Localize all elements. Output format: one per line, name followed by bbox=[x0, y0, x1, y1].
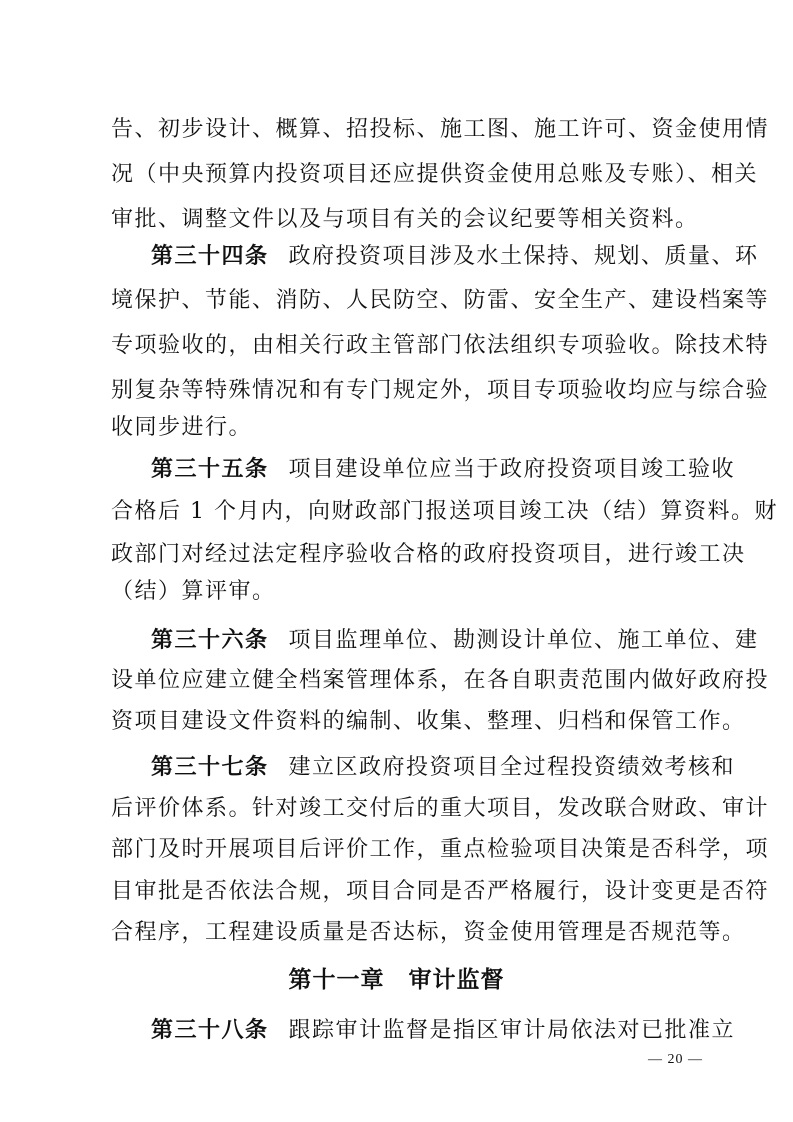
article-text: 建立区政府投资项目全过程投资绩效考核和 bbox=[288, 755, 736, 780]
paragraph-line: 后评价体系。针对竣工交付后的重大项目，发改联合财政、审计 bbox=[111, 796, 770, 821]
article-text: 项目监理单位、勘测设计单位、施工单位、建 bbox=[288, 628, 759, 653]
paragraph-line: 合格后 1 个月内，向财政部门报送项目竣工决（结）算资料。财 bbox=[111, 499, 778, 524]
article-text: 政府投资项目涉及水土保持、规划、质量、环 bbox=[288, 244, 759, 269]
paragraph-line: 目审批是否依法合规，项目合同是否严格履行，设计变更是否符 bbox=[111, 879, 770, 904]
paragraph-line: 合程序，工程建设质量是否达标，资金使用管理是否规范等。 bbox=[111, 920, 746, 945]
paragraph-line: 专项验收的，由相关行政主管部门依法组织专项验收。除技术特 bbox=[111, 333, 770, 358]
article-number: 第三十四条 bbox=[151, 243, 269, 269]
chapter-number: 第十一章 bbox=[288, 967, 385, 993]
paragraph-line: （结）算评审。 bbox=[111, 579, 276, 604]
article-number: 第三十六条 bbox=[151, 627, 269, 653]
article-number: 第三十七条 bbox=[151, 754, 269, 780]
paragraph-line: 况（中央预算内投资项目还应提供资金使用总账及专账）、相关 bbox=[111, 162, 759, 187]
paragraph-line: 收同步进行。 bbox=[111, 415, 253, 440]
article-37-first-line bbox=[151, 747, 736, 787]
paragraph-line: 境保护、节能、消防、人民防空、防雷、安全生产、建设档案等 bbox=[111, 288, 770, 313]
article-34-first-line bbox=[151, 236, 759, 276]
page-number: — 20 — bbox=[648, 1052, 703, 1067]
chapter-heading bbox=[0, 960, 793, 1000]
chapter-title: 审计监督 bbox=[408, 967, 505, 993]
paragraph-line: 审批、调整文件以及与项目有关的会议纪要等相关资料。 bbox=[111, 207, 699, 232]
paragraph-line: 政部门对经过法定程序验收合格的政府投资项目，进行竣工决 bbox=[111, 542, 746, 567]
article-number: 第三十五条 bbox=[151, 456, 269, 482]
article-text: 跟踪审计监督是指区审计局依法对已批准立 bbox=[288, 1018, 736, 1043]
article-35-first-line bbox=[151, 449, 736, 489]
paragraph-line: 别复杂等特殊情况和有专门规定外，项目专项验收均应与综合验 bbox=[111, 378, 770, 403]
article-38-first-line bbox=[151, 1010, 736, 1050]
article-text: 项目建设单位应当于政府投资项目竣工验收 bbox=[288, 457, 736, 482]
paragraph-line: 设单位应建立健全档案管理体系，在各自职责范围内做好政府投 bbox=[111, 668, 770, 693]
paragraph-line: 部门及时开展项目后评价工作，重点检验项目决策是否科学，项 bbox=[111, 837, 770, 862]
paragraph-line: 资项目建设文件资料的编制、收集、整理、归档和保管工作。 bbox=[111, 709, 746, 734]
article-number: 第三十八条 bbox=[151, 1017, 269, 1043]
paragraph-line: 告、初步设计、概算、招投标、施工图、施工许可、资金使用情 bbox=[111, 117, 770, 142]
article-36-first-line bbox=[151, 620, 759, 660]
